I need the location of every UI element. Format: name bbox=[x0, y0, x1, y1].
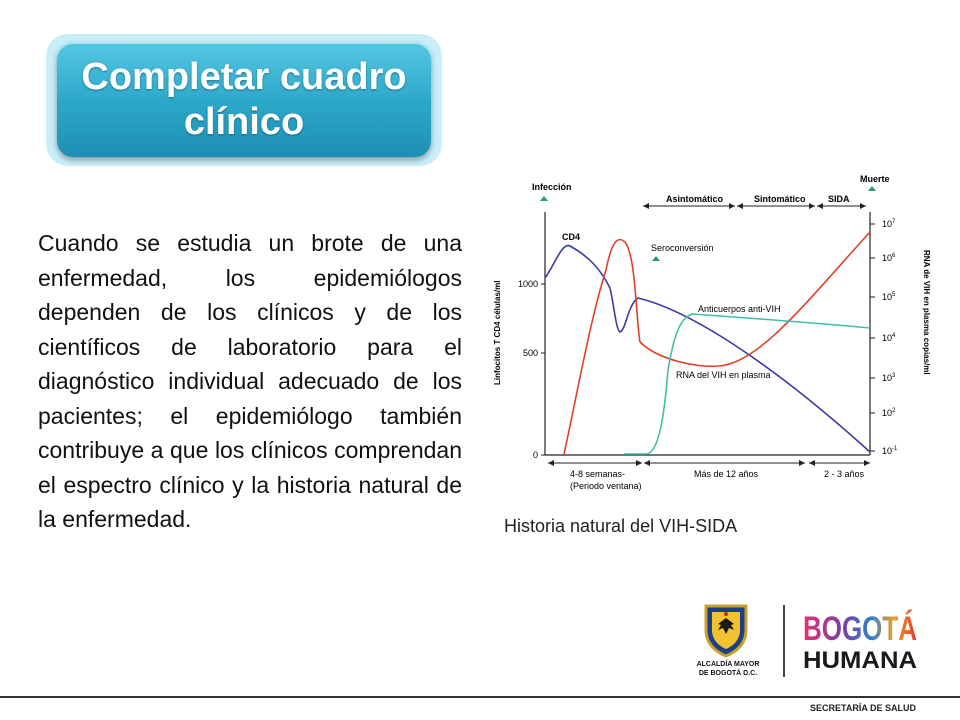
seroconversion-marker-icon bbox=[652, 256, 660, 261]
label-seroconversion: Seroconversión bbox=[651, 243, 714, 253]
logo-divider bbox=[783, 605, 785, 677]
y-left-tick: 1000 bbox=[517, 279, 538, 289]
label-rna: RNA del VIH en plasma bbox=[676, 370, 771, 380]
y-right-tick: $10^{-1}$ bbox=[882, 446, 898, 456]
alcaldia-line2: DE BOGOTÁ D.C. bbox=[698, 670, 758, 677]
title-banner bbox=[57, 42, 431, 157]
bogota-coat-of-arms-icon bbox=[700, 602, 752, 658]
footer-rule bbox=[0, 696, 960, 698]
x-period-window-note: (Periodo ventana) bbox=[570, 481, 642, 491]
hiv-natural-history-figure bbox=[488, 170, 948, 505]
bogota-humana-logo bbox=[803, 604, 921, 674]
x-period-2-3years: 2 - 3 años bbox=[824, 469, 865, 479]
event-infeccion: Infección bbox=[532, 182, 572, 192]
phase-asintomatico: Asintomático bbox=[666, 194, 724, 204]
bogota-wordmark: BOGOTÁ bbox=[803, 610, 917, 648]
y-right-tick: $10^7$ bbox=[882, 219, 896, 229]
y-left-tick: 500 bbox=[522, 348, 538, 358]
cd4-curve bbox=[545, 246, 870, 452]
label-cd4: CD4 bbox=[562, 232, 581, 242]
x-period-window: 4-8 semanas- bbox=[570, 469, 626, 479]
rna-curve bbox=[564, 232, 870, 454]
humana-wordmark: HUMANA bbox=[803, 647, 917, 674]
body-paragraph: Cuando se estudia un brote de una enfermedad, los epidemiólogos dependen de los clínicos y de los científicos de laboratorio para el diagnóstico individual adecuado de los pacientes; el epidemiólogo también contribuye a que los clínicos comprendan el espectro clínico y la historia natural de la enfermedad. bbox=[38, 230, 462, 532]
antibodies-curve bbox=[624, 314, 870, 454]
y-right-tick: $10^6$ bbox=[882, 253, 896, 263]
y-right-tick: $10^2$ bbox=[882, 408, 896, 418]
secretaria-label: SECRETARÍA DE SALUD bbox=[809, 703, 916, 713]
alcaldia-line1: ALCALDÍA MAYOR bbox=[696, 661, 760, 668]
muerte-marker-icon bbox=[868, 186, 876, 191]
event-muerte: Muerte bbox=[860, 174, 890, 184]
y-left-title: Linfocitos T CD4 células/ml bbox=[493, 280, 502, 385]
y-right-tick: $10^5$ bbox=[882, 292, 896, 302]
phase-sida: SIDA bbox=[828, 194, 850, 204]
label-anticuerpos: Anticuerpos anti-VIH bbox=[698, 304, 781, 314]
alcaldia-label bbox=[680, 660, 776, 678]
x-period-12years: Más de 12 años bbox=[694, 469, 759, 479]
y-right-title: RNA de VIH en plasma copias/ml bbox=[922, 250, 931, 375]
y-left-tick: 0 bbox=[532, 450, 538, 460]
phase-sintomatico: Sintomático bbox=[754, 194, 806, 204]
figure-caption: Historia natural del VIH-SIDA bbox=[504, 516, 738, 536]
infeccion-marker-icon bbox=[540, 196, 548, 201]
y-right-tick: $10^3$ bbox=[882, 373, 896, 383]
figure-svg bbox=[488, 170, 948, 500]
y-right-ticks bbox=[870, 219, 898, 456]
slide-title: Completar cuadro clínico bbox=[81, 55, 407, 143]
y-right-tick: $10^4$ bbox=[882, 333, 896, 343]
